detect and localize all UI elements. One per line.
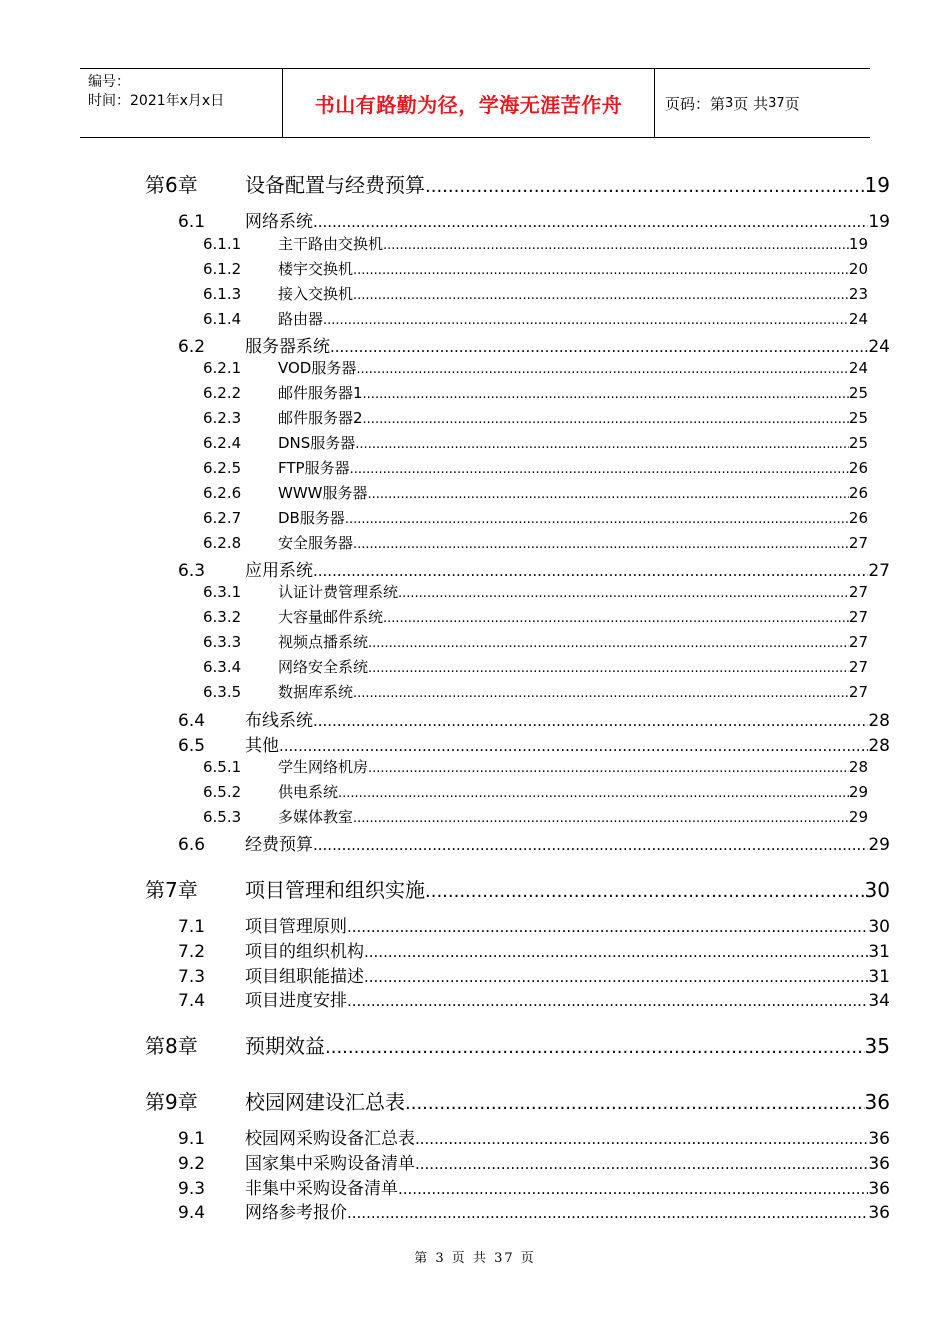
toc-entry-page: 30: [864, 878, 890, 902]
toc-entry[interactable]: [203, 756, 868, 778]
document-number-label: 编号：: [88, 74, 130, 90]
page-header: [80, 68, 870, 138]
toc-leader-dots: [345, 512, 849, 527]
toc-entry-page: 27: [848, 683, 868, 701]
toc-entry-title: 邮件服务器2: [278, 409, 363, 427]
toc-entry-title: WWW服务器: [278, 484, 368, 502]
toc-entry-number: 6.5.3: [203, 808, 242, 826]
toc-leader-dots: [368, 661, 849, 676]
footer-mid: 页 共: [451, 1251, 488, 1266]
toc-leader-dots: [415, 1155, 868, 1173]
toc-entry[interactable]: [203, 806, 868, 828]
toc-entry[interactable]: [145, 1030, 890, 1058]
toc-entry-title: 项目的组织机构: [245, 942, 364, 962]
toc-leader-dots: [338, 786, 849, 801]
toc-entry-number: 9.3: [178, 1179, 206, 1199]
toc-entry-page: 24: [848, 359, 868, 377]
toc-entry-title: 校园网建设汇总表: [245, 1090, 405, 1114]
toc-entry[interactable]: [203, 781, 868, 803]
toc-leader-dots: [350, 462, 849, 477]
toc-entry-page: 36: [864, 1090, 890, 1114]
toc-entry-title: 网络系统: [245, 212, 313, 232]
toc-entry-page: 31: [868, 942, 890, 962]
toc-entry-number: 6.2.2: [203, 384, 242, 402]
toc-entry-title: VOD服务器: [278, 359, 357, 377]
toc-leader-dots: [363, 387, 849, 402]
toc-entry-number: 6.2.8: [203, 534, 242, 552]
toc-entry[interactable]: [203, 233, 868, 255]
toc-entry[interactable]: [178, 556, 890, 580]
toc-leader-dots: [347, 1204, 868, 1222]
header-page-prefix: 页码：第: [665, 94, 726, 113]
toc-entry-page: 29: [868, 835, 890, 855]
toc-entry[interactable]: [203, 656, 868, 678]
toc-entry-number: 第7章: [145, 878, 198, 902]
toc-entry-title: 经费预算: [245, 835, 313, 855]
toc-entry-page: 19: [868, 212, 890, 232]
toc-entry[interactable]: [203, 631, 868, 653]
toc-leader-dots: [398, 586, 849, 601]
toc-entry-page: 27: [868, 561, 890, 581]
footer-prefix: 第: [414, 1251, 430, 1266]
footer-total-pages: 37: [494, 1251, 515, 1266]
toc-entry-number: 6.5.1: [203, 758, 242, 776]
header-meta: [80, 69, 283, 137]
toc-entry-page: 19: [864, 173, 890, 197]
toc-entry-page: 29: [848, 783, 868, 801]
toc-entry-number: 6.2.3: [203, 409, 242, 427]
toc-entry-title: 校园网采购设备汇总表: [245, 1129, 415, 1149]
toc-entry[interactable]: [178, 986, 890, 1010]
toc-entry-title: 项目组职能描述: [245, 967, 364, 987]
toc-entry-title: 国家集中采购设备清单: [245, 1154, 415, 1174]
toc-leader-dots: [405, 1093, 865, 1114]
toc-entry-number: 第9章: [145, 1090, 198, 1114]
toc-entry-number: 7.4: [178, 991, 206, 1011]
document-time: 时间：2021年x月x日: [88, 93, 225, 109]
toc-entry-title: 多媒体教室: [278, 808, 354, 826]
toc-entry-number: 6.1.2: [203, 260, 242, 278]
toc-leader-dots: [425, 176, 865, 197]
toc-entry-number: 6.5: [178, 736, 206, 756]
toc-entry[interactable]: [178, 706, 890, 730]
toc-entry[interactable]: [203, 507, 868, 529]
toc-entry-title: DB服务器: [278, 509, 345, 527]
toc-entry[interactable]: [178, 962, 890, 986]
footer-current-page: 3: [435, 1251, 446, 1266]
toc-entry-title: 大容量邮件系统: [278, 608, 384, 626]
toc-entry-title: DNS服务器: [278, 434, 356, 452]
toc-entry-number: 9.2: [178, 1154, 206, 1174]
toc-entry-title: 供电系统: [278, 783, 339, 801]
toc-entry-page: 36: [868, 1154, 890, 1174]
toc-entry-page: 27: [848, 633, 868, 651]
toc-entry-number: 第8章: [145, 1034, 198, 1058]
toc-entry-number: 7.2: [178, 942, 206, 962]
toc-entry-number: 6.3.2: [203, 608, 242, 626]
toc-entry-title: 非集中采购设备清单: [245, 1179, 398, 1199]
toc-entry[interactable]: [145, 169, 890, 197]
toc-entry-page: 25: [848, 434, 868, 452]
header-page-total: 37: [768, 95, 785, 111]
toc-entry-number: 6.1: [178, 212, 206, 232]
toc-entry[interactable]: [203, 457, 868, 479]
toc-leader-dots: [353, 263, 849, 278]
toc-entry-page: 35: [864, 1034, 890, 1058]
toc-entry-page: 36: [868, 1129, 890, 1149]
toc-entry-number: 9.1: [178, 1129, 206, 1149]
toc-entry-number: 6.2.6: [203, 484, 242, 502]
toc-entry[interactable]: [203, 606, 868, 628]
toc-entry[interactable]: [145, 1086, 890, 1114]
toc-entry-page: 36: [868, 1179, 890, 1199]
toc-entry[interactable]: [203, 432, 868, 454]
toc-entry[interactable]: [203, 283, 868, 305]
toc-leader-dots: [313, 836, 868, 854]
toc-entry-title: 邮件服务器1: [278, 384, 363, 402]
toc-entry[interactable]: [178, 912, 890, 936]
toc-entry[interactable]: [178, 1149, 890, 1173]
toc-leader-dots: [313, 712, 868, 730]
toc-entry[interactable]: [203, 581, 868, 603]
toc-entry-title: 服务器系统: [245, 337, 330, 357]
toc-entry-title: 设备配置与经费预算: [245, 173, 425, 197]
toc-entry-number: 6.3.3: [203, 633, 242, 651]
toc-entry-title: 预期效益: [245, 1034, 325, 1058]
toc-entry-number: 6.3: [178, 561, 206, 581]
toc-entry[interactable]: [203, 258, 868, 280]
toc-leader-dots: [313, 213, 868, 231]
toc-leader-dots: [398, 1180, 868, 1198]
toc-leader-dots: [347, 918, 868, 936]
toc-entry-page: 19: [848, 235, 868, 253]
toc-leader-dots: [279, 737, 868, 755]
toc-entry-title: 网络安全系统: [278, 658, 369, 676]
toc-entry-number: 6.1.3: [203, 285, 242, 303]
header-motto: 书山有路勤为径，学海无涯苦作舟: [283, 69, 655, 137]
toc-entry-number: 6.2: [178, 337, 206, 357]
toc-entry[interactable]: [178, 332, 890, 356]
toc-entry-number: 6.3.5: [203, 683, 242, 701]
toc-entry-title: FTP服务器: [278, 459, 350, 477]
toc-entry-number: 6.5.2: [203, 783, 242, 801]
toc-entry-number: 6.3.4: [203, 658, 242, 676]
toc-entry[interactable]: [203, 681, 868, 703]
toc-leader-dots: [353, 686, 849, 701]
toc-leader-dots: [383, 611, 849, 626]
toc-entry-page: 26: [848, 459, 868, 477]
toc-entry-page: 27: [848, 534, 868, 552]
toc-entry-title: 安全服务器: [278, 534, 354, 552]
toc-entry-number: 7.1: [178, 917, 206, 937]
toc-entry-number: 6.6: [178, 835, 206, 855]
toc-entry[interactable]: [178, 1124, 890, 1148]
toc-entry-page: 36: [868, 1203, 890, 1223]
toc-entry-page: 25: [848, 409, 868, 427]
toc-entry[interactable]: [203, 308, 868, 330]
toc-entry-page: 30: [868, 917, 890, 937]
toc-leader-dots: [368, 761, 849, 776]
toc-entry-number: 6.1.1: [203, 235, 242, 253]
toc-leader-dots: [355, 437, 849, 452]
toc-entry-title: 项目进度安排: [245, 991, 347, 1011]
toc-entry-page: 24: [868, 337, 890, 357]
toc-entry-page: 26: [848, 509, 868, 527]
header-page-mid: 页 共: [733, 94, 769, 113]
toc-entry-number: 7.3: [178, 967, 206, 987]
toc-entry-title: 网络参考报价: [245, 1203, 347, 1223]
toc-entry[interactable]: [145, 874, 890, 902]
toc-leader-dots: [330, 338, 868, 356]
toc-entry-page: 34: [868, 991, 890, 1011]
toc-entry-number: 6.2.4: [203, 434, 242, 452]
toc-leader-dots: [347, 992, 868, 1010]
toc-entry[interactable]: [203, 407, 868, 429]
toc-entry[interactable]: [178, 937, 890, 961]
toc-entry[interactable]: [178, 1174, 890, 1198]
toc-entry-page: 27: [848, 583, 868, 601]
toc-entry-page: 28: [868, 711, 890, 731]
toc-entry-title: 应用系统: [245, 561, 313, 581]
toc-entry-page: 27: [848, 608, 868, 626]
toc-entry-title: 布线系统: [245, 711, 313, 731]
toc-leader-dots: [323, 313, 849, 328]
toc-leader-dots: [325, 1037, 865, 1058]
page-footer: [0, 1247, 950, 1266]
toc-entry-title: 楼宇交换机: [278, 260, 354, 278]
toc-entry-number: 6.2.7: [203, 509, 242, 527]
toc-entry-page: 23: [848, 285, 868, 303]
toc-entry-number: 9.4: [178, 1203, 206, 1223]
toc-entry-title: 数据库系统: [278, 683, 354, 701]
toc-leader-dots: [313, 562, 868, 580]
toc-entry-title: 路由器: [278, 310, 324, 328]
toc-entry-page: 25: [848, 384, 868, 402]
toc-entry-title: 项目管理和组织实施: [245, 878, 425, 902]
toc-entry[interactable]: [178, 731, 890, 755]
toc-entry-page: 28: [848, 758, 868, 776]
toc-entry-title: 学生网络机房: [278, 758, 369, 776]
toc-entry-page: 29: [848, 808, 868, 826]
toc-entry[interactable]: [203, 482, 868, 504]
toc-entry[interactable]: [178, 207, 890, 231]
toc-leader-dots: [364, 943, 868, 961]
toc-entry[interactable]: [203, 382, 868, 404]
toc-entry[interactable]: [178, 1198, 890, 1222]
toc-leader-dots: [368, 487, 849, 502]
toc-entry-page: 27: [848, 658, 868, 676]
toc-entry-page: 24: [848, 310, 868, 328]
toc-entry-number: 6.2.1: [203, 359, 242, 377]
toc-entry-page: 20: [848, 260, 868, 278]
toc-entry-number: 第6章: [145, 173, 198, 197]
toc-leader-dots: [364, 968, 868, 986]
toc-leader-dots: [425, 881, 865, 902]
toc-entry[interactable]: [203, 357, 868, 379]
toc-entry-title: 其他: [245, 736, 279, 756]
toc-entry-number: 6.2.5: [203, 459, 242, 477]
toc-leader-dots: [415, 1130, 868, 1148]
toc-entry-title: 主干路由交换机: [278, 235, 384, 253]
header-page-suffix: 页: [784, 94, 800, 113]
toc-leader-dots: [353, 811, 849, 826]
toc-entry-number: 6.3.1: [203, 583, 242, 601]
header-page-current: 3: [725, 95, 734, 111]
toc-entry-page: 31: [868, 967, 890, 987]
header-page-info: [655, 69, 870, 137]
toc-leader-dots: [353, 537, 849, 552]
toc-entry[interactable]: [178, 830, 890, 854]
toc-entry[interactable]: [203, 532, 868, 554]
toc-leader-dots: [356, 362, 849, 377]
toc-leader-dots: [368, 636, 849, 651]
toc-entry-title: 项目管理原则: [245, 917, 347, 937]
toc-entry-number: 6.1.4: [203, 310, 242, 328]
toc-leader-dots: [383, 238, 849, 253]
toc-entry-page: 28: [868, 736, 890, 756]
footer-suffix: 页: [520, 1251, 536, 1266]
toc-entry-title: 认证计费管理系统: [278, 583, 399, 601]
toc-entry-page: 26: [848, 484, 868, 502]
toc-leader-dots: [353, 288, 849, 303]
toc-entry-title: 接入交换机: [278, 285, 354, 303]
toc-leader-dots: [363, 412, 849, 427]
toc-entry-title: 视频点播系统: [278, 633, 369, 651]
toc-entry-number: 6.4: [178, 711, 206, 731]
